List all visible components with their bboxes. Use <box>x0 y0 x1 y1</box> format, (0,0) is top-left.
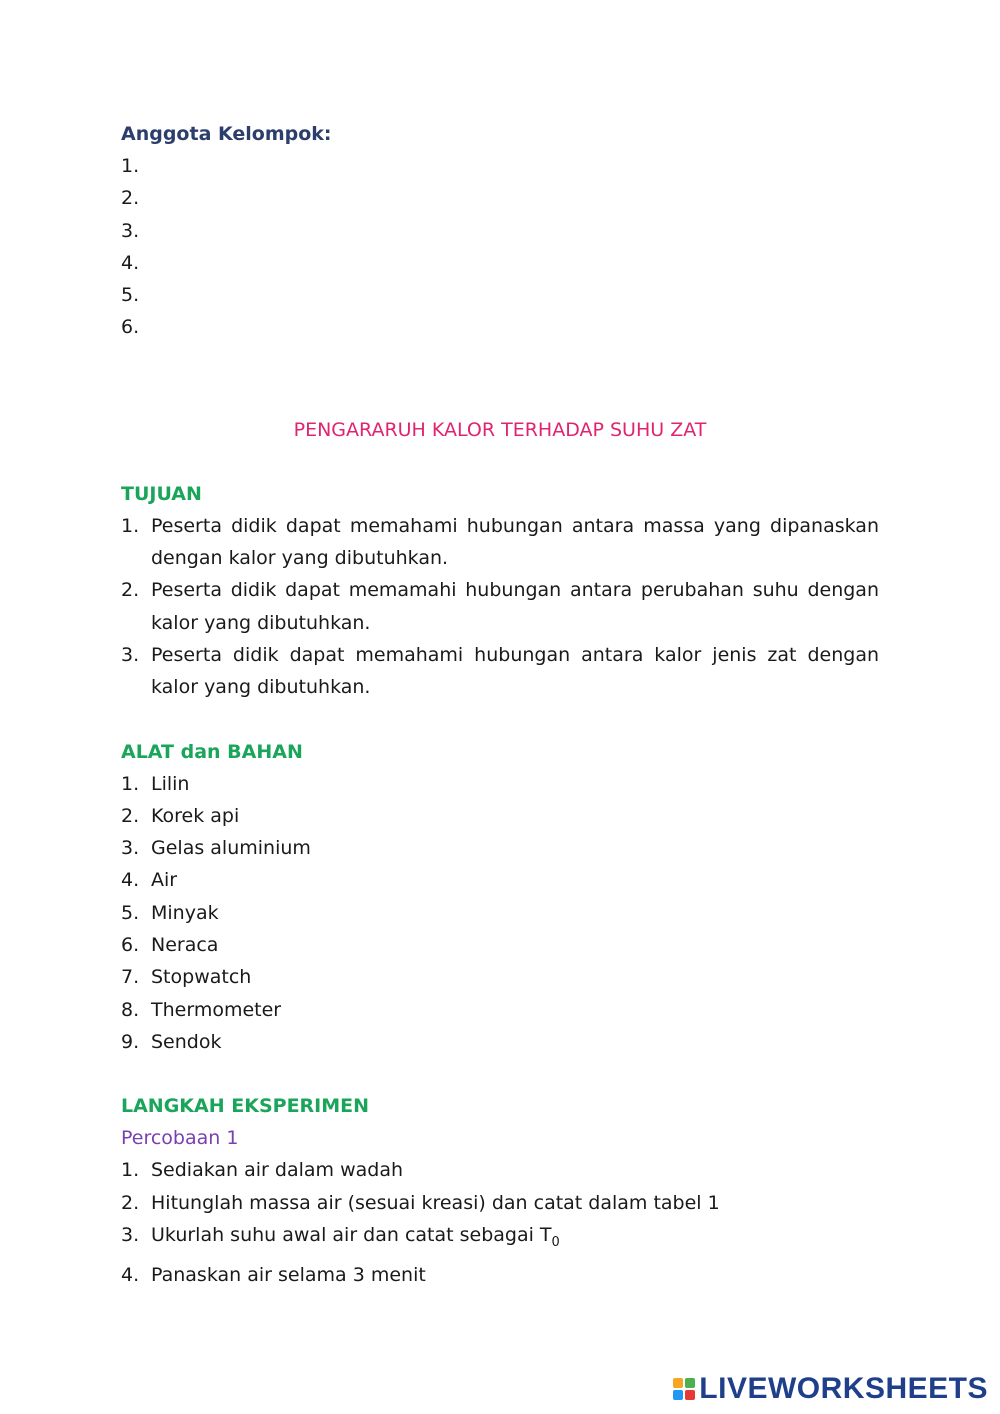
logo-block <box>673 1378 683 1388</box>
langkah-list <box>121 1154 879 1291</box>
page-title: PENGARARUH KALOR TERHADAP SUHU ZAT <box>293 418 707 441</box>
member-line: 4. <box>121 251 140 274</box>
list-item: 7. Stopwatch <box>121 966 252 989</box>
list-item: 4. Air <box>121 869 178 892</box>
member-line: 5. <box>121 284 140 307</box>
members-list <box>121 150 879 344</box>
logo-blocks-icon <box>673 1378 695 1400</box>
tujuan-heading: TUJUAN <box>121 482 202 505</box>
member-line: 2. <box>121 187 140 210</box>
list-item: 8. Thermometer <box>121 998 282 1021</box>
percobaan-subheading: Percobaan 1 <box>121 1127 239 1150</box>
list-item: 1. Sediakan air dalam wadah <box>121 1159 404 1182</box>
worksheet-page <box>121 118 879 1291</box>
logo-text: LIVEWORKSHEETS <box>699 1372 988 1405</box>
logo-block <box>685 1390 695 1400</box>
list-item: 1. Lilin <box>121 772 190 795</box>
liveworksheets-logo <box>673 1372 988 1406</box>
list-item: 9. Sendok <box>121 1030 222 1053</box>
list-item: 1. Peserta didik dapat memahami hubungan antara massa yang dipanaskan dengan kalor yang dibutuhkan. <box>121 514 879 570</box>
list-item: 3. Ukurlah suhu awal air dan catat sebagai $T_0$ <box>121 1223 560 1250</box>
list-item: 5. Minyak <box>121 901 219 924</box>
member-line: 1. <box>121 155 140 177</box>
langkah-heading: LANGKAH EKSPERIMEN <box>121 1095 370 1118</box>
alat-heading: ALAT dan BAHAN <box>121 740 303 763</box>
list-item: 2. Peserta didik dapat memamahi hubungan antara perubahan suhu dengan kalor yang dibutuhkan. <box>121 579 879 634</box>
members-heading: Anggota Kelompok: <box>121 123 332 145</box>
tujuan-list <box>121 510 879 704</box>
list-item: 3. Gelas aluminium <box>121 837 311 860</box>
logo-block <box>685 1378 695 1388</box>
list-item: 6. Neraca <box>121 934 219 957</box>
alat-list <box>121 768 879 1059</box>
member-line: 6. <box>121 316 140 339</box>
logo-block <box>673 1390 683 1400</box>
list-item: 2. Hitunglah massa air (sesuai kreasi) dan catat dalam tabel 1 <box>121 1191 720 1214</box>
list-item: 3. Peserta didik dapat memahami hubungan antara kalor jenis zat dengan kalor yang dibutuhkan. <box>121 643 879 699</box>
list-item: 2. Korek api <box>121 804 240 827</box>
list-item: 4. Panaskan air selama 3 menit <box>121 1263 426 1286</box>
member-line: 3. <box>121 219 140 242</box>
